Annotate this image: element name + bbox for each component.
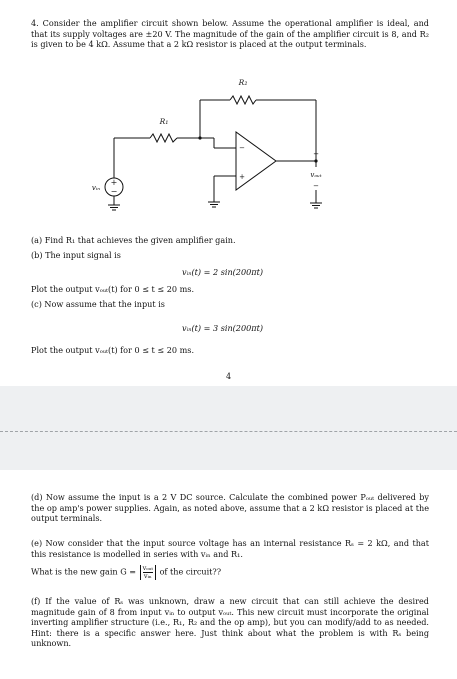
ground-icon: [208, 202, 220, 207]
source-plus-sign: +: [110, 178, 118, 187]
part-e: (e) Now consider that the input source voltage has an internal resistance Rₛ = 2 kΩ, and that this resistance is modelled in series with vᵢₙ and R₁.: [31, 538, 429, 559]
page-gap: [0, 386, 457, 470]
r1-label: R₁: [159, 117, 169, 126]
r2-label: R₂: [238, 78, 248, 87]
fraction-numerator: vₒᵤₜ: [142, 564, 153, 572]
source-minus-sign: −: [110, 187, 118, 196]
opamp-plus-sign: +: [239, 173, 245, 181]
output-plus-sign: +: [313, 150, 319, 158]
vin-label: vᵢₙ: [91, 184, 101, 192]
part-c-plot: Plot the output vₒᵤₜ(t) for 0 ≤ t ≤ 20 ms.: [31, 345, 195, 355]
page-bottom: [0, 470, 457, 679]
ground-icon: [108, 203, 120, 210]
problem-intro: 4. Consider the amplifier circuit shown below. Assume the operational amplifier is ideal, and that its supply voltages are ±20 V. The magnitude of the gain of the amplifier circuit is 8, and R₂ is given to be 4 kΩ. Assume that a 2 kΩ resistor is placed at the output terminals.: [31, 18, 429, 50]
part-c: (c) Now assume that the input is: [31, 299, 165, 309]
part-e-question: [31, 565, 221, 580]
vout-label: vₒᵤₜ: [310, 171, 322, 179]
part-a: (a) Find R₁ that achieves the given amplifier gain.: [31, 235, 236, 245]
part-b: (b) The input signal is: [31, 250, 121, 260]
equation-b: vᵢₙ(t) = 2 sin(200πt): [182, 267, 263, 277]
gain-question-suffix: of the circuit??: [159, 566, 222, 577]
gain-fraction: [140, 565, 156, 580]
page-break-divider: [0, 431, 457, 432]
part-f: (f) If the value of Rₛ was unknown, draw a new circuit that can still achieve the desired magnitude gain of 8 from input vᵢₙ to output vₒᵤₜ. This new circuit must incorporate the original inverting amplifier structure (i.e., R₁, R₂ and the op amp), but you can modify/add to as needed. Hint: there is a specific answer here. Just think about what the problem is with Rₛ being unknown.: [31, 596, 429, 649]
page-number: 4: [226, 372, 232, 381]
ground-icon: [310, 190, 322, 208]
fraction-denominator: vᵢₙ: [143, 572, 152, 580]
equation-c: vᵢₙ(t) = 3 sin(200πt): [182, 323, 263, 333]
gain-question-prefix: What is the new gain G =: [31, 566, 137, 577]
output-minus-sign: −: [313, 182, 319, 190]
opamp-minus-sign: −: [239, 144, 245, 152]
part-d: (d) Now assume the input is a 2 V DC source. Calculate the combined power Pₒᵤₜ delivered by the op amp's power supplies. Again, as noted above, assume that a 2 kΩ resistor is placed at the output terminals.: [31, 492, 429, 524]
part-b-plot: Plot the output vₒᵤₜ(t) for 0 ≤ t ≤ 20 ms.: [31, 284, 195, 294]
